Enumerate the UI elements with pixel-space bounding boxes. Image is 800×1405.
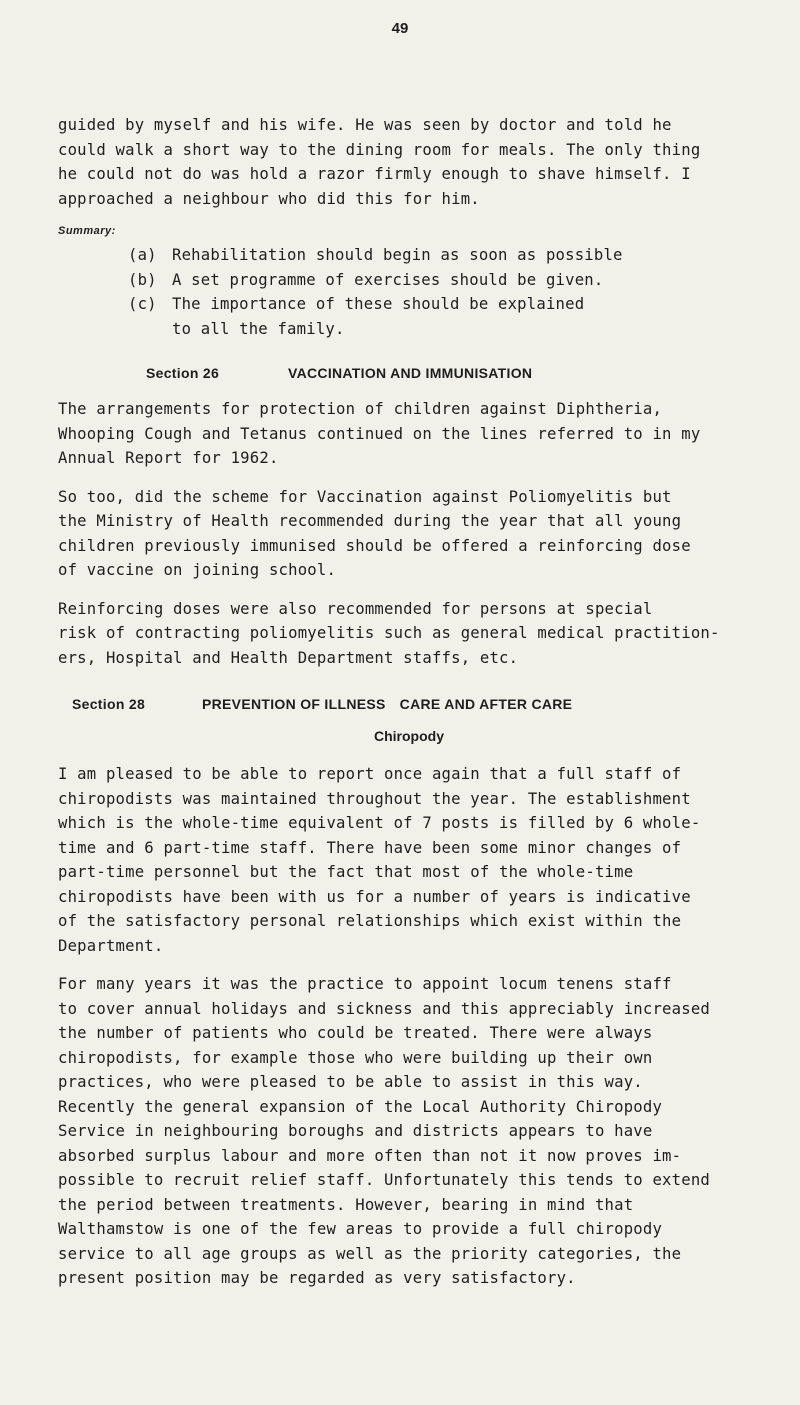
section-26-heading — [58, 365, 770, 381]
section-number: Section 26 — [146, 365, 220, 381]
list-marker: (c) — [128, 295, 157, 313]
chiropody-subheading: Chiropody — [374, 728, 444, 744]
summary-item-c — [128, 292, 770, 341]
page-number: 49 — [391, 20, 409, 37]
page-content — [58, 113, 770, 1305]
section-28-paragraph-2: For many years it was the practice to appoint locum tenens staff to cover annual holidays and sickness and this appreciably increased the number of patients who could be treated. There were always chiropodists, for example those who were building up their own practices, who were pleased to be able to assist in this way. Recently the general expansion of the Local Authority Chiropody Service in neighbouring boroughs and districts appears to have absorbed surplus labour and more often than not it now proves im- possible to recruit relief staff. Unfortunately this tends to extend the period between treatments. However, bearing in mind that Walthamstow is one of the few areas to provide a full chiropody service to all age groups as well as the priority categories, the present position may be regarded as very satisfactory. — [58, 975, 710, 1287]
list-text: A set programme of exercises should be given. — [172, 270, 604, 289]
list-text: Rehabilitation should begin as soon as possible — [172, 246, 623, 264]
section-26-paragraph-2: So too, did the scheme for Vaccination against Poliomyelitis but the Ministry of Health recommended during the year that all young children previously immunised should be offered a reinforcing dose of vaccine on joining school. — [58, 487, 691, 579]
section-number: Section 28 — [72, 696, 146, 712]
summary-item-b — [128, 268, 770, 293]
list-marker: (b) — [128, 270, 157, 289]
section-28-heading — [58, 696, 770, 712]
section-26-paragraph-1: The arrangements for protection of children against Diphtheria, Whooping Cough and Tetanus continued on the lines referred to in my Annual Report for 1962. — [58, 400, 701, 467]
section-26-paragraph-3: Reinforcing doses were also recommended for persons at special risk of contracting poliomyelitis such as general medical practition- ers, Hospital and Health Department staffs, etc. — [58, 599, 720, 667]
summary-item-a — [128, 243, 770, 268]
list-text: The importance of these should be explained to all the family. — [172, 295, 585, 338]
section-title: VACCINATION AND IMMUNISATION — [288, 365, 533, 381]
list-marker: (a) — [128, 246, 157, 264]
intro-paragraph: guided by myself and his wife. He was seen by doctor and told he could walk a short way to the dining room for meals. The only thing he could not do was hold a razor firmly enough to shave himself. I approached a neighbour who did this for him. — [58, 116, 701, 208]
summary-label: Summary: — [58, 225, 116, 237]
section-28-paragraph-1: I am pleased to be able to report once again that a full staff of chiropodists was maintained throughout the year. The establishment which is the whole-time equivalent of 7 posts is filled by 6 whole- time and 6 part-time staff. There have been some minor changes of part-time personnel but the fact that most of the whole-time chiropodists have been with us for a number of years is indicative of the satisfactory personal relationships which exist within the Department. — [58, 765, 701, 955]
summary-list — [128, 243, 770, 341]
section-subtitle: CARE AND AFTER CARE — [399, 696, 573, 712]
section-title: PREVENTION OF ILLNESS — [202, 696, 386, 712]
